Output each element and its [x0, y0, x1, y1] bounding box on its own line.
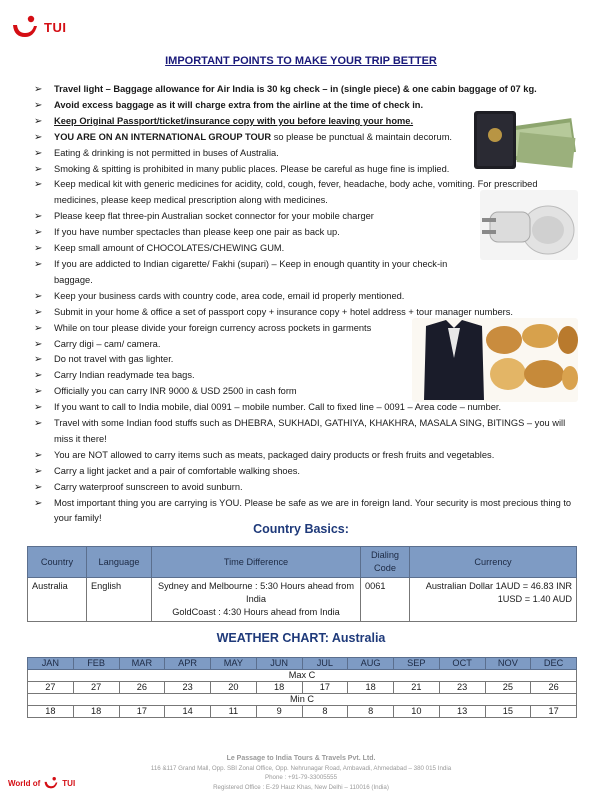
list-item: ➢ Carry digi – cam/ camera.	[34, 337, 574, 353]
min-label: Min C	[28, 694, 577, 706]
min-temp-cell: 14	[165, 706, 211, 718]
min-temp-cell: 9	[256, 706, 302, 718]
currency-line: Australian Dollar 1AUD = 46.83 INR	[425, 581, 572, 591]
list-item: ➢ Keep medical kit with generic medicines for acidity, cold, cough, fever, headache, body ache, vomiting. For prescribed medicines, please keep medical prescription along with medicines.	[34, 177, 574, 209]
footer	[0, 754, 602, 792]
country-basics-table	[27, 546, 577, 622]
max-temp-cell: 20	[211, 682, 257, 694]
list-item: ➢ Do not travel with gas lighter.	[34, 352, 574, 368]
list-item: ➢ Keep Original Passport/ticket/insurance copy with you before leaving your home.	[34, 114, 574, 130]
list-item: ➢ Most important thing you are carrying is YOU. Please be safe as we are in foreign land. Your security is most precious thing to your family!	[34, 496, 574, 528]
list-item: ➢ Keep your business cards with country code, area code, email id properly mentioned.	[34, 289, 574, 305]
passport-money-image	[468, 103, 576, 175]
table-header-row	[28, 547, 577, 578]
min-temp-cell: 15	[485, 706, 531, 718]
list-item: ➢ Keep small amount of CHOCOLATES/CHEWING GUM.	[34, 241, 574, 257]
month-header: JUN	[256, 658, 302, 670]
month-header: AUG	[348, 658, 394, 670]
max-temp-cell: 21	[394, 682, 440, 694]
column-header: Language	[87, 547, 152, 578]
month-header: DEC	[531, 658, 577, 670]
time-difference-line: GoldCoast : 4:30 Hours ahead from India	[172, 607, 340, 617]
list-item: ➢ While on tour please divide your foreign currency across pockets in garments	[34, 321, 574, 337]
currency-line: 1USD = 1.40 AUD	[497, 594, 572, 604]
weather-table	[27, 657, 577, 718]
list-item: ➢ Carry Indian readymade tea bags.	[34, 368, 574, 384]
max-temp-cell: 23	[165, 682, 211, 694]
jacket-and-snacks-image	[412, 318, 578, 402]
max-temp-cell: 27	[73, 682, 119, 694]
table-row	[28, 578, 577, 622]
min-label-row	[28, 694, 577, 706]
list-item: ➢ Submit in your home & office a set of passport copy + insurance copy + hotel address + tour manager numbers.	[34, 305, 574, 321]
month-header: OCT	[439, 658, 485, 670]
list-item: ➢ Eating & drinking is not permitted in buses of Australia.	[34, 146, 574, 162]
page-heading: IMPORTANT POINTS TO MAKE YOUR TRIP BETTER	[165, 55, 437, 67]
column-header: Dialing Code	[361, 547, 410, 578]
max-temp-cell: 17	[302, 682, 348, 694]
language-cell: English	[87, 578, 152, 622]
max-temp-cell: 26	[531, 682, 577, 694]
column-header: Time Difference	[152, 547, 361, 578]
tui-smile-icon	[43, 776, 59, 790]
company-name: Le Passage to India Tours & Travels Pvt. Ltd.	[226, 755, 376, 762]
month-header: JUL	[302, 658, 348, 670]
max-label: Max C	[28, 670, 577, 682]
min-temp-cell: 18	[73, 706, 119, 718]
country-basics-title: Country Basics:	[253, 522, 349, 536]
brand-name: TUI	[44, 19, 67, 35]
max-temp-cell: 27	[28, 682, 74, 694]
min-temp-cell: 17	[119, 706, 165, 718]
tui-smile-icon	[10, 14, 40, 40]
max-label-row	[28, 670, 577, 682]
column-header: Currency	[410, 547, 577, 578]
list-item: ➢ Carry waterproof sunscreen to avoid sunburn.	[34, 480, 574, 496]
min-temp-cell: 8	[348, 706, 394, 718]
time-difference-line: Sydney and Melbourne : 5:30 Hours ahead from India	[157, 581, 355, 604]
world-of-tui-logo	[8, 776, 75, 790]
list-item: ➢ Officially you can carry INR 9000 & USD 2500 in cash form	[34, 384, 574, 400]
list-item: ➢ You are NOT allowed to carry items such as meats, packaged dairy products or fresh fruits and vegetables.	[34, 448, 574, 464]
month-header: FEB	[73, 658, 119, 670]
max-values-row	[28, 682, 577, 694]
min-temp-cell: 8	[302, 706, 348, 718]
world-tui-label: TUI	[62, 778, 76, 788]
month-header: SEP	[394, 658, 440, 670]
min-temp-cell: 11	[211, 706, 257, 718]
month-header: APR	[165, 658, 211, 670]
socket-adapter-image	[480, 190, 578, 260]
month-header: MAY	[211, 658, 257, 670]
max-temp-cell: 18	[348, 682, 394, 694]
list-item: ➢ Travel with some Indian food stuffs such as DHEBRA, SUKHADI, GATHIYA, KHAKHRA, MASALA SING, BITINGS – you will miss it there!	[34, 416, 574, 448]
dialing-code-cell: 0061	[361, 578, 410, 622]
min-values-row	[28, 706, 577, 718]
list-item: ➢ Carry a light jacket and a pair of comfortable walking shoes.	[34, 464, 574, 480]
group-tour-emphasis: YOU ARE ON AN INTERNATIONAL GROUP TOUR	[54, 131, 272, 142]
time-difference-cell	[152, 578, 361, 622]
column-header: Country	[28, 547, 87, 578]
max-temp-cell: 26	[119, 682, 165, 694]
list-item: ➢ Travel light – Baggage allowance for Air India is 30 kg check – in (single piece) & one cabin baggage of 07 kg.	[34, 82, 574, 98]
min-temp-cell: 18	[28, 706, 74, 718]
list-item: ➢ Avoid excess baggage as it will charge extra from the airline at the time of check in.	[34, 98, 574, 114]
month-header-row	[28, 658, 577, 670]
max-temp-cell: 23	[439, 682, 485, 694]
min-temp-cell: 10	[394, 706, 440, 718]
currency-cell	[410, 578, 577, 622]
list-item: ➢ If you are addicted to Indian cigarette/ Fakhi (supari) – Keep in enough quantity in your check-in baggage.	[34, 257, 454, 289]
list-item: ➢ If you want to call to India mobile, dial 0091 – mobile number. Call to fixed line – 0091 – Area code – number.	[34, 400, 574, 416]
list-item: ➢ If you have number spectacles than please keep one pair as back up.	[34, 225, 574, 241]
month-header: JAN	[28, 658, 74, 670]
max-temp-cell: 25	[485, 682, 531, 694]
month-header: NOV	[485, 658, 531, 670]
group-tour-rest: so please be punctual & maintain decorum.	[273, 131, 453, 142]
weather-chart-title: WEATHER CHART: Australia	[216, 631, 386, 645]
list-item: ➢ Please keep flat three-pin Australian socket connector for your mobile charger	[34, 209, 574, 225]
registered-office: Registered Office : E-29 Hauz Khas, New Delhi – 110016 (India)	[213, 783, 389, 791]
world-of-label: World of	[8, 778, 41, 788]
company-phone: Phone : +91-79-33005555	[264, 774, 338, 781]
min-temp-cell: 17	[531, 706, 577, 718]
company-address: 116 &117 Grand Mall, Opp. SBI Zonal Office, Opp. Nehrunagar Road, Ambavadi, Ahmedabad – 380 015 India	[150, 764, 452, 772]
tui-logo	[10, 14, 66, 40]
country-cell: Australia	[28, 578, 87, 622]
month-header: MAR	[119, 658, 165, 670]
list-item: ➢ Smoking & spitting is prohibited in many public places. Please be careful as huge fine is implied.	[34, 162, 574, 178]
max-temp-cell: 18	[256, 682, 302, 694]
min-temp-cell: 13	[439, 706, 485, 718]
